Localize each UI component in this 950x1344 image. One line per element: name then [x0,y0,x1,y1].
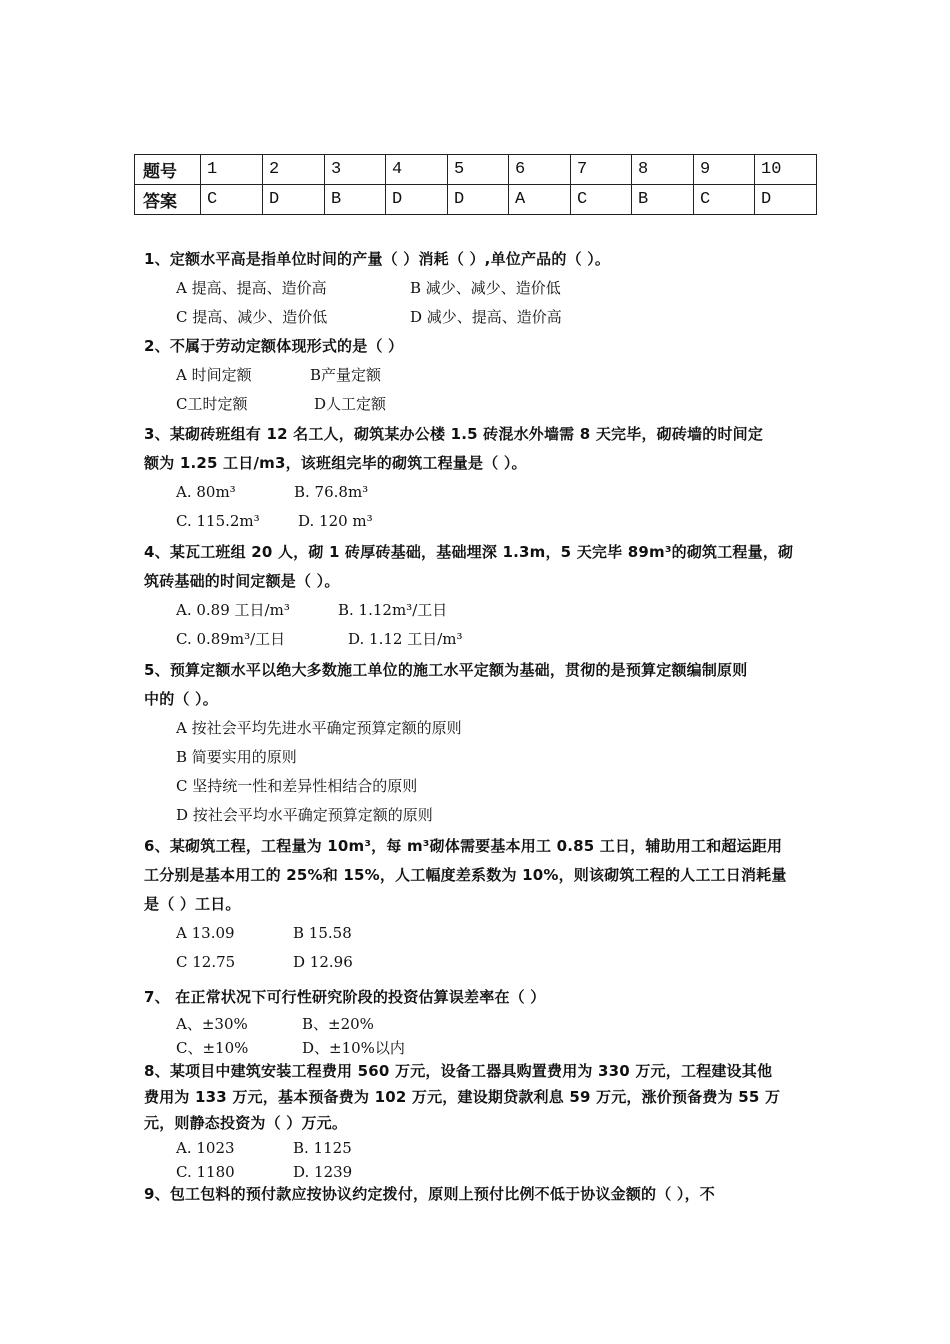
question-text: 1、定额水平高是指单位时间的产量（ ）消耗（ ）,单位产品的（ ）。 [144,250,611,268]
option-a: A 13.09 [176,924,235,942]
option-d: D 12.96 [293,953,353,971]
option-b: B产量定额 [310,366,382,384]
answer-cell: C [571,185,632,215]
question-options [176,714,824,830]
option-d: D. 1239 [293,1163,353,1181]
question-options [176,1012,824,1060]
option-a: A 时间定额 [176,366,252,384]
option-a: A、±30% [176,1015,248,1033]
answer-cell: B [632,185,694,215]
option-c: C 提高、减少、造价低 [176,308,328,326]
question-number-cell: 10 [755,155,817,185]
question-6 [144,832,824,977]
option-a: A. 80m³ [176,483,236,501]
question-text: 3、某砌砖班组有 12 名工人，砌筑某办公楼 1.5 砖混水外墙需 8 天完毕，砌砖墙的时间定 [144,425,764,443]
answer-cell: D [755,185,817,215]
option-c: C 坚持统一性和差异性相结合的原则 [176,777,418,795]
answer-cell: A [509,185,571,215]
question-number-cell: 3 [325,155,386,185]
option-a: A. 0.89 工日/m³ [176,601,290,619]
question-options [176,596,824,654]
answer-cell: D [386,185,448,215]
answer-header: 答案 [135,185,201,215]
question-text: 额为 1.25 工日/m3，该班组完毕的砌筑工程量是（ ）。 [144,454,527,472]
option-c: C. 1180 [176,1163,235,1181]
option-b: B. 1.12m³/工日 [338,601,448,619]
question-options [176,1136,824,1184]
option-b: B. 1125 [293,1139,352,1157]
option-c: C 12.75 [176,953,236,971]
question-number-cell: 2 [263,155,325,185]
question-5 [144,656,824,830]
answer-cell: C [694,185,755,215]
question-options [176,361,824,419]
question-number-cell: 5 [448,155,509,185]
answer-cell: B [325,185,386,215]
option-a: A 提高、提高、造价高 [176,279,327,297]
question-text: 9、包工包料的预付款应按协议约定拨付，原则上预付比例不低于协议金额的（ ），不 [144,1185,715,1203]
question-number-header: 题号 [135,155,201,185]
question-3 [144,420,824,536]
option-c: C工时定额 [176,395,248,413]
option-a: A. 1023 [176,1139,235,1157]
question-text: 中的（ ）。 [144,690,218,708]
option-b: B. 76.8m³ [294,483,369,501]
question-text: 筑砖基础的时间定额是（ ）。 [144,572,340,590]
answer-table [134,154,817,215]
option-b: B 减少、减少、造价低 [410,279,561,297]
question-number-cell: 9 [694,155,755,185]
answer-cell: D [448,185,509,215]
question-text: 2、不属于劳动定额体现形式的是（ ） [144,337,404,355]
option-d: D人工定额 [314,395,387,413]
option-b: B、±20% [302,1015,374,1033]
option-c: C、±10% [176,1039,249,1057]
question-number-cell: 8 [632,155,694,185]
option-c: C. 115.2m³ [176,512,260,530]
question-1 [144,245,824,332]
question-text: 5、预算定额水平以绝大多数施工单位的施工水平定额为基础，贯彻的是预算定额编制原则 [144,661,748,679]
option-d: D 按社会平均水平确定预算定额的原则 [176,806,433,824]
question-number-cell: 1 [201,155,263,185]
option-b: B 简要实用的原则 [176,748,297,766]
question-7 [144,983,824,1060]
question-text: 元，则静态投资为（ ）万元。 [144,1114,348,1132]
option-d: D. 120 m³ [298,512,373,530]
question-text: 8、某项目中建筑安装工程费用 560 万元，设备工器具购置费用为 330 万元，工程建设其他 [144,1062,773,1080]
question-text: 工分别是基本用工的 25%和 15%，人工幅度差系数为 10%，则该砌筑工程的人工工日消耗量 [144,866,787,884]
answer-cell: C [201,185,263,215]
question-text: 费用为 133 万元，基本预备费为 102 万元，建设期贷款利息 59 万元，涨价预备费为 55 万 [144,1088,781,1106]
question-number-cell: 4 [386,155,448,185]
question-text: 6、某砌筑工程，工程量为 10m³，每 m³砌体需要基本用工 0.85 工日，辅助用工和超运距用 [144,837,783,855]
question-8 [144,1058,824,1184]
option-d: D 减少、提高、造价高 [410,308,562,326]
option-d: D、±10%以内 [302,1039,405,1057]
question-options [176,919,824,977]
question-options [176,478,824,536]
question-text: 4、某瓦工班组 20 人，砌 1 砖厚砖基础，基础埋深 1.3m，5 天完毕 89m³的砌筑工程量，砌 [144,543,794,561]
question-9 [144,1180,824,1209]
answer-table-number-row [135,155,817,185]
question-text: 7、 在正常状况下可行性研究阶段的投资估算误差率在（ ） [144,988,546,1006]
question-number-cell: 6 [509,155,571,185]
question-options [176,274,824,332]
option-a: A 按社会平均先进水平确定预算定额的原则 [176,719,462,737]
question-2 [144,332,824,419]
option-b: B 15.58 [293,924,352,942]
answer-cell: D [263,185,325,215]
option-c: C. 0.89m³/工日 [176,630,286,648]
answer-table-answer-row [135,185,817,215]
question-4 [144,538,824,654]
option-d: D. 1.12 工日/m³ [348,630,463,648]
question-text: 是（ ）工日。 [144,895,241,913]
question-number-cell: 7 [571,155,632,185]
